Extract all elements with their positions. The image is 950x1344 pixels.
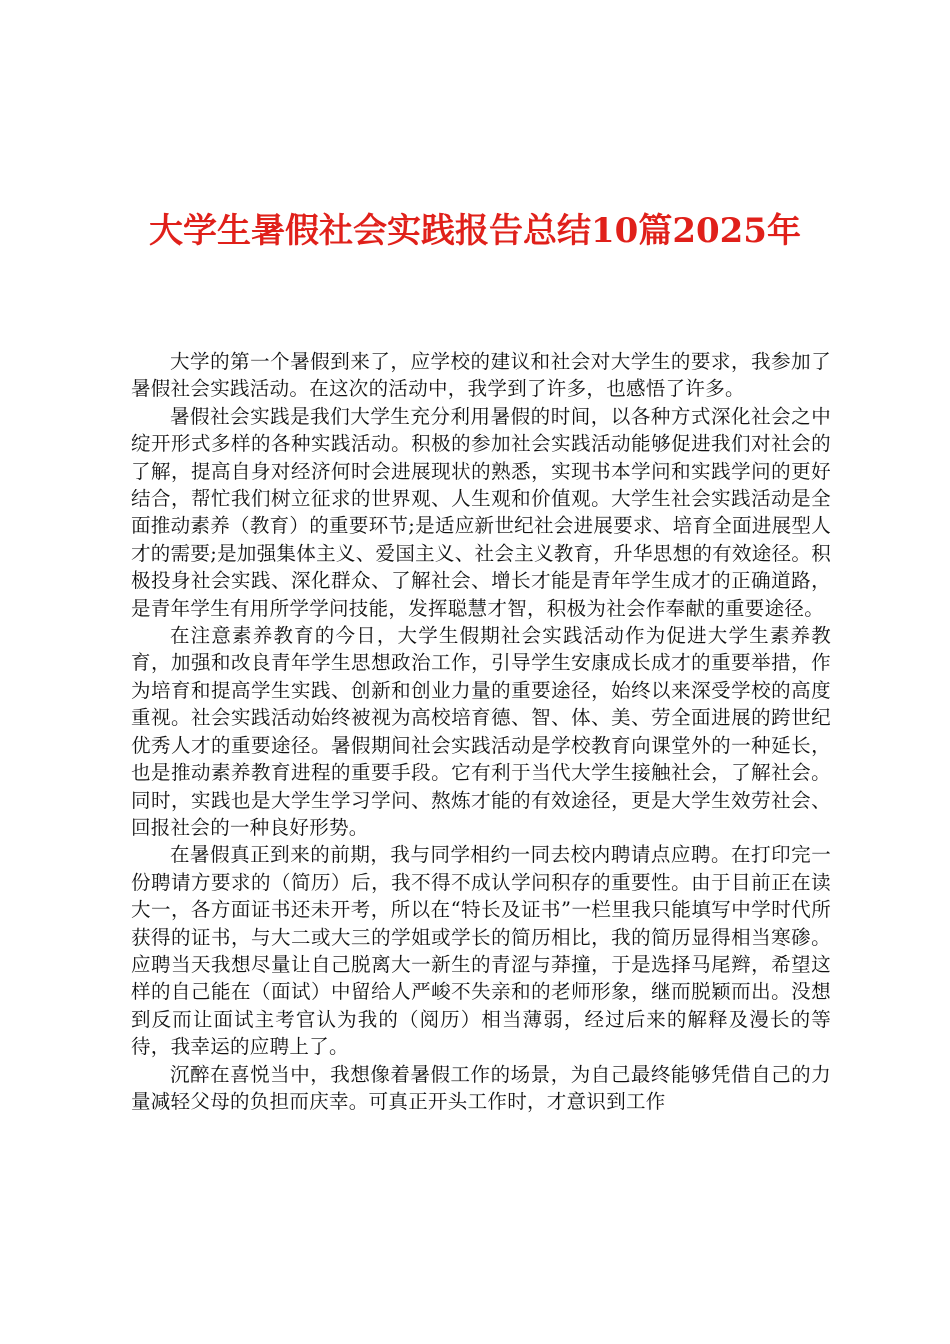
paragraph-1: 大学的第一个暑假到来了，应学校的建议和社会对大学生的要求，我参加了暑假社会实践活动。在这次的活动中，我学到了许多，也感悟了许多。	[131, 350, 831, 401]
paragraph-2: 暑假社会实践是我们大学生充分利用暑假的时间，以各种方式深化社会之中绽开形式多样的各种实践活动。积极的参加社会实践活动能够促进我们对社会的了解，提高自身对经济何时会进展现状的熟悉，实现书本学问和实践学问的更好结合，帮忙我们树立征求的世界观、人生观和价值观。大学生社会实践活动是全面推动素养（教育）的重要环节;是适应新世纪社会进展要求、培育全面进展型人才的需要;是加强集体主义、爱国主义、社会主义教育，升华思想的有效途径。积极投身社会实践、深化群众、了解社会、增长才能是青年学生成才的正确道路，是青年学生有用所学学问技能，发挥聪慧才智，积极为社会作奉献的重要途径。	[131, 404, 831, 620]
document-body	[131, 348, 831, 1115]
paragraph-5: 沉醉在喜悦当中，我想像着暑假工作的场景，为自己最终能够凭借自己的力量减轻父母的负担而庆幸。可真正开头工作时，才意识到工作	[131, 1062, 831, 1113]
document-title: 大学生暑假社会实践报告总结10篇2025年	[149, 211, 801, 251]
paragraph-4: 在暑假真正到来的前期，我与同学相约一同去校内聘请点应聘。在打印完一份聘请方要求的（简历）后，我不得不成认学问积存的重要性。由于目前正在读大一，各方面证书还未开考，所以在“特长及证书”一栏里我只能填写中学时代所获得的证书，与大二或大三的学姐或学长的简历相比，我的简历显得相当寒碜。应聘当天我想尽量让自己脱离大一新生的青涩与莽撞，于是选择马尾辫，希望这样的自己能在（面试）中留给人严峻不失亲和的老师形象，继而脱颖而出。没想到反而让面试主考官认为我的（阅历）相当薄弱，经过后来的解释及漫长的等待，我幸运的应聘上了。	[131, 843, 831, 1059]
paragraph-3: 在注意素养教育的今日，大学生假期社会实践活动作为促进大学生素养教育，加强和改良青年学生思想政治工作，引导学生安康成长成才的重要举措，作为培育和提高学生实践、创新和创业力量的重要途径，始终以来深受学校的高度重视。社会实践活动始终被视为高校培育德、智、体、美、劳全面进展的跨世纪优秀人才的重要途径。暑假期间社会实践活动是学校教育向课堂外的一种延长，也是推动素养教育进程的重要手段。它有利于当代大学生接触社会，了解社会。同时，实践也是大学生学习学问、熬炼才能的有效途径，更是大学生效劳社会、回报社会的一种良好形势。	[131, 624, 831, 839]
